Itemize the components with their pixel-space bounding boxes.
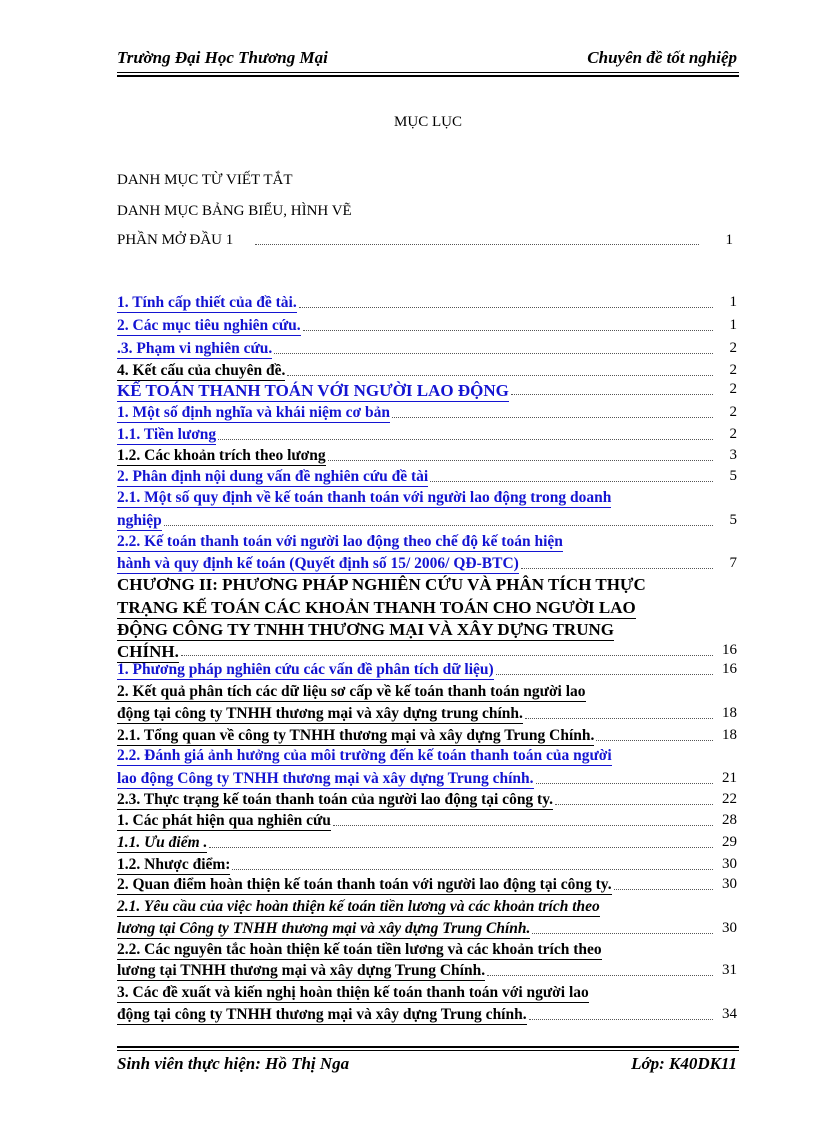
- toc-leader: [218, 439, 713, 440]
- toc-leader: [525, 718, 713, 719]
- toc-entry-title[interactable]: 4. Kết cấu của chuyên đề.: [117, 362, 286, 379]
- toc-entry-page: 21: [722, 770, 737, 786]
- footer-rule-thick: [117, 1046, 739, 1048]
- toc-entry-title[interactable]: KẾ TOÁN THANH TOÁN VỚI NGƯỜI LAO ĐỘNG: [117, 381, 509, 400]
- page-title: MỤC LỤC: [394, 114, 462, 130]
- toc-entry-page: 2: [729, 426, 737, 442]
- header-rule-thick: [117, 75, 739, 77]
- toc-entry-title[interactable]: 2.2. Đánh giá ảnh hưởng của môi trường đến kế toán thanh toán của người: [117, 747, 612, 764]
- abbrev-list-heading: DANH MỤC TỪ VIẾT TẮT: [117, 172, 293, 188]
- toc-entry-title[interactable]: ĐỘNG CÔNG TY TNHH THƯƠNG MẠI VÀ XÂY DỰNG TRUNG: [117, 620, 614, 639]
- header-doc-type: Chuyên đề tốt nghiệp: [587, 48, 737, 67]
- toc-entry-title[interactable]: 1.1. Tiền lương: [117, 426, 217, 443]
- toc-entry-title[interactable]: 2.2. Các nguyên tắc hoàn thiện kế toán tiền lương và các khoản trích theo: [117, 941, 602, 958]
- toc-entry-page: 30: [722, 856, 737, 872]
- toc-entry-title[interactable]: 2.3. Thực trạng kế toán thanh toán của người lao động tại công ty.: [117, 791, 553, 808]
- toc-entry-title[interactable]: 1.2. Nhược điểm:: [117, 856, 231, 873]
- intro-entry: [117, 232, 739, 249]
- toc-leader: [164, 525, 713, 526]
- toc-leader: [529, 1019, 713, 1020]
- header-university: Trường Đại Học Thương Mại: [117, 48, 328, 67]
- toc-entry-page: 2: [729, 381, 737, 397]
- toc-entry-page: 5: [729, 512, 737, 528]
- toc-entry-title[interactable]: CHÍNH.: [117, 642, 179, 661]
- toc-leader: [181, 655, 713, 656]
- toc-entry-page: 18: [722, 727, 737, 743]
- footer-rule: [117, 1050, 739, 1051]
- toc-leader: [487, 975, 713, 976]
- toc-entry-title[interactable]: lương tại TNHH thương mại và xây dựng Trung Chính.: [117, 962, 486, 979]
- tables-list-heading: DANH MỤC BẢNG BIỂU, HÌNH VẼ: [117, 203, 352, 219]
- toc-leader: [333, 825, 713, 826]
- intro-entry-label: PHẦN MỞ ĐẦU 1: [117, 232, 234, 248]
- toc-leader: [287, 375, 713, 376]
- toc-entry-page: 3: [729, 447, 737, 463]
- toc-leader: [299, 307, 713, 308]
- toc-entry-page: 30: [722, 920, 737, 936]
- toc-entry-page: 30: [722, 876, 737, 892]
- intro-leader: [255, 244, 699, 245]
- toc-entry-page: 22: [722, 791, 737, 807]
- toc-leader: [232, 869, 713, 870]
- toc-entry-page: 18: [722, 705, 737, 721]
- toc-entry-title[interactable]: 2.1. Yêu cầu của việc hoàn thiện kế toán tiền lương và các khoản trích theo: [117, 898, 600, 915]
- toc-entry-page: 16: [722, 661, 737, 677]
- toc-leader: [532, 933, 713, 934]
- toc-leader: [555, 804, 713, 805]
- header-rule: [117, 72, 739, 73]
- toc-leader: [511, 394, 713, 395]
- footer-class: Lớp: K40DK11: [631, 1054, 737, 1073]
- toc-entry-page: 1: [729, 294, 737, 310]
- page-header: [117, 48, 737, 72]
- toc-entry-title[interactable]: 2.1. Một số quy định về kế toán thanh toán với người lao động trong doanh: [117, 489, 612, 506]
- toc-leader: [614, 889, 713, 890]
- toc-entry-page: 34: [722, 1006, 737, 1022]
- toc-entry-title[interactable]: TRẠNG KẾ TOÁN CÁC KHOẢN THANH TOÁN CHO NGƯỜI LAO: [117, 598, 636, 617]
- toc-leader: [430, 481, 713, 482]
- toc-entry-title[interactable]: 3. Các đề xuất và kiến nghị hoàn thiện kế toán thanh toán với người lao: [117, 984, 589, 1001]
- toc-leader: [496, 674, 713, 675]
- toc-leader: [392, 417, 713, 418]
- toc-entry-title[interactable]: 2.1. Tổng quan về công ty TNHH thương mại và xây dựng Trung Chính.: [117, 727, 595, 744]
- toc-entry-page: 1: [729, 317, 737, 333]
- toc-leader: [328, 460, 713, 461]
- toc-entry-title[interactable]: 1. Phương pháp nghiên cứu các vấn đề phân tích dữ liệu): [117, 661, 494, 678]
- toc-entry-page: 2: [729, 404, 737, 420]
- toc-leader: [596, 740, 713, 741]
- toc-entry-title[interactable]: 1.2. Các khoản trích theo lương: [117, 447, 326, 464]
- footer-student: Sinh viên thực hiện: Hồ Thị Nga: [117, 1054, 350, 1073]
- toc-entry-title[interactable]: 2. Phân định nội dung vấn đề nghiên cứu đề tài: [117, 468, 429, 485]
- toc-entry-page: 7: [729, 555, 737, 571]
- toc-entry-page: 28: [722, 812, 737, 828]
- toc-entry-title[interactable]: 2. Các mục tiêu nghiên cứu.: [117, 317, 301, 334]
- toc-entry-title[interactable]: 1.1. Ưu điểm .: [117, 834, 208, 851]
- toc-entry-title[interactable]: nghiệp: [117, 512, 162, 529]
- toc-entry-title[interactable]: động tại công ty TNHH thương mại và xây dựng trung chính.: [117, 705, 523, 722]
- intro-entry-page: 1: [725, 232, 733, 248]
- toc-entry-title[interactable]: 1. Các phát hiện qua nghiên cứu: [117, 812, 331, 829]
- toc-entry-page: 29: [722, 834, 737, 850]
- toc-entry-page: 2: [729, 340, 737, 356]
- toc-leader: [274, 353, 713, 354]
- toc-leader: [209, 847, 713, 848]
- toc-entry-page: 31: [722, 962, 737, 978]
- toc-leader: [536, 783, 713, 784]
- toc-entry-title[interactable]: 1. Một số định nghĩa và khái niệm cơ bản: [117, 404, 391, 421]
- toc-entry-title[interactable]: lương tại Công ty TNHH thương mại và xây dựng Trung Chính.: [117, 920, 531, 937]
- toc-entry-title[interactable]: 1. Tính cấp thiết của đề tài.: [117, 294, 297, 311]
- toc-entry-title[interactable]: hành và quy định kế toán (Quyết định số 15/ 2006/ QĐ-BTC): [117, 555, 519, 572]
- toc-leader: [303, 330, 713, 331]
- page-footer: [117, 1054, 737, 1078]
- toc-entry-page: 2: [729, 362, 737, 378]
- toc-entry-page: 5: [729, 468, 737, 484]
- toc-entry-title[interactable]: .3. Phạm vi nghiên cứu.: [117, 340, 273, 357]
- toc-leader: [521, 568, 713, 569]
- toc-entry-title[interactable]: lao động Công ty TNHH thương mại và xây dựng Trung chính.: [117, 770, 534, 787]
- toc-entry-title[interactable]: 2.2. Kế toán thanh toán với người lao động theo chế độ kế toán hiện: [117, 533, 563, 550]
- toc-entry-page: 16: [722, 642, 737, 658]
- toc-entry-title[interactable]: 2. Quan điểm hoàn thiện kế toán thanh toán với người lao động tại công ty.: [117, 876, 612, 893]
- toc-entry-title[interactable]: 2. Kết quả phân tích các dữ liệu sơ cấp về kế toán thanh toán người lao: [117, 683, 586, 700]
- toc-entry-title[interactable]: CHƯƠNG II: PHƯƠNG PHÁP NGHIÊN CỨU VÀ PHÂN TÍCH THỰC: [117, 575, 646, 594]
- toc-entry-title[interactable]: động tại công ty TNHH thương mại và xây dựng Trung chính.: [117, 1006, 527, 1023]
